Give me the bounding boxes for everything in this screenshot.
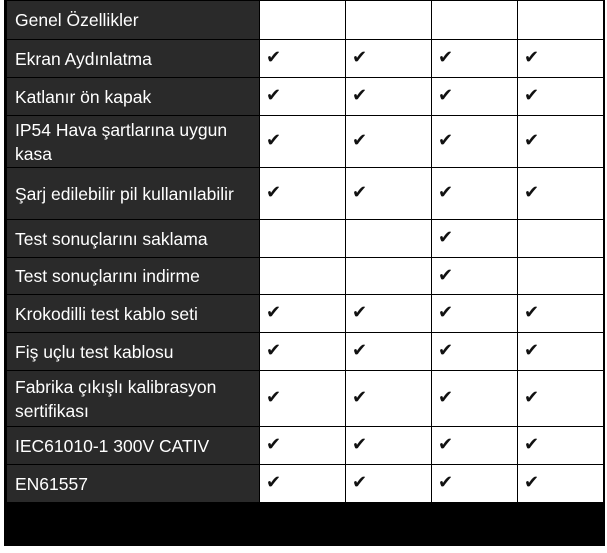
model-2-cell (346, 116, 432, 168)
model-1-cell (260, 427, 346, 465)
checkmark-icon: ✔ (438, 302, 454, 323)
feature-table-frame (4, 0, 605, 546)
checkmark-icon: ✔ (352, 472, 368, 493)
model-1-cell (260, 333, 346, 371)
feature-label: Krokodilli test kablo seti (7, 295, 260, 333)
checkmark-icon: ✔ (352, 47, 368, 68)
model-2-cell (346, 78, 432, 116)
checkmark-icon: ✔ (438, 434, 454, 455)
table-row (7, 116, 604, 168)
checkmark-icon: ✔ (524, 47, 540, 68)
model-4-cell (518, 427, 604, 465)
table-row (7, 220, 604, 258)
checkmark-icon: ✔ (524, 302, 540, 323)
model-1-cell (260, 78, 346, 116)
feature-label: Katlanır ön kapak (7, 78, 260, 116)
model-2-cell (346, 465, 432, 503)
checkmark-icon: ✔ (438, 85, 454, 106)
model-3-cell (432, 295, 518, 333)
checkmark-icon: ✔ (352, 434, 368, 455)
table-row (7, 371, 604, 427)
table-row (7, 40, 604, 78)
model-3-cell (432, 78, 518, 116)
table-row (7, 333, 604, 371)
model-1-cell (260, 295, 346, 333)
model-3-cell (432, 116, 518, 168)
model-4-cell (518, 333, 604, 371)
feature-label: IP54 Hava şartlarına uygun kasa (7, 116, 260, 168)
model-3-cell (432, 371, 518, 427)
checkmark-icon: ✔ (266, 472, 282, 493)
table-row (7, 1, 604, 40)
checkmark-icon: ✔ (266, 302, 282, 323)
table-row (7, 465, 604, 503)
table-row (7, 427, 604, 465)
feature-label: Test sonuçlarını indirme (7, 258, 260, 295)
checkmark-icon: ✔ (438, 130, 454, 151)
model-1-cell (260, 116, 346, 168)
feature-label: EN61557 (7, 465, 260, 503)
checkmark-icon: ✔ (524, 340, 540, 361)
checkmark-icon: ✔ (352, 130, 368, 151)
checkmark-icon: ✔ (438, 387, 454, 408)
checkmark-icon: ✔ (352, 302, 368, 323)
feature-label: Fiş uçlu test kablosu (7, 333, 260, 371)
model-4-cell (518, 78, 604, 116)
model-2-cell (346, 371, 432, 427)
model-3-cell (432, 168, 518, 220)
checkmark-icon: ✔ (524, 130, 540, 151)
model-1-cell (260, 220, 346, 258)
model-2-cell (346, 1, 432, 40)
model-1-cell (260, 371, 346, 427)
model-3-cell (432, 427, 518, 465)
checkmark-icon: ✔ (266, 47, 282, 68)
checkmark-icon: ✔ (266, 130, 282, 151)
model-2-cell (346, 220, 432, 258)
checkmark-icon: ✔ (266, 340, 282, 361)
model-4-cell (518, 116, 604, 168)
model-2-cell (346, 333, 432, 371)
model-3-cell (432, 465, 518, 503)
model-1-cell (260, 465, 346, 503)
model-2-cell (346, 295, 432, 333)
checkmark-icon: ✔ (266, 434, 282, 455)
checkmark-icon: ✔ (266, 387, 282, 408)
model-4-cell (518, 371, 604, 427)
feature-label: Test sonuçlarını saklama (7, 220, 260, 258)
checkmark-icon: ✔ (266, 182, 282, 203)
feature-label: Fabrika çıkışlı kalibrasyon sertifikası (7, 371, 260, 427)
checkmark-icon: ✔ (438, 472, 454, 493)
checkmark-icon: ✔ (524, 182, 540, 203)
checkmark-icon: ✔ (524, 434, 540, 455)
table-row (7, 258, 604, 295)
model-1-cell (260, 258, 346, 295)
model-2-cell (346, 258, 432, 295)
feature-label: Ekran Aydınlatma (7, 40, 260, 78)
model-4-cell (518, 168, 604, 220)
checkmark-icon: ✔ (438, 47, 454, 68)
checkmark-icon: ✔ (438, 227, 454, 248)
checkmark-icon: ✔ (438, 264, 454, 286)
model-4-cell (518, 40, 604, 78)
model-4-cell (518, 220, 604, 258)
model-4-cell (518, 295, 604, 333)
model-4-cell (518, 258, 604, 295)
table-row (7, 295, 604, 333)
table-row (7, 78, 604, 116)
model-3-cell (432, 220, 518, 258)
checkmark-icon: ✔ (266, 85, 282, 106)
checkmark-icon: ✔ (524, 472, 540, 493)
checkmark-icon: ✔ (352, 387, 368, 408)
checkmark-icon: ✔ (352, 182, 368, 203)
feature-label: Genel Özellikler (7, 1, 260, 40)
model-1-cell (260, 168, 346, 220)
model-3-cell (432, 1, 518, 40)
model-1-cell (260, 1, 346, 40)
checkmark-icon: ✔ (438, 340, 454, 361)
feature-label: Şarj edilebilir pil kullanılabilir (7, 168, 260, 220)
model-3-cell (432, 258, 518, 295)
feature-label: IEC61010-1 300V CATIV (7, 427, 260, 465)
table-row (7, 168, 604, 220)
model-3-cell (432, 40, 518, 78)
model-2-cell (346, 168, 432, 220)
model-3-cell (432, 333, 518, 371)
checkmark-icon: ✔ (438, 182, 454, 203)
model-2-cell (346, 427, 432, 465)
model-2-cell (346, 40, 432, 78)
feature-comparison-table (6, 0, 604, 503)
model-4-cell (518, 1, 604, 40)
checkmark-icon: ✔ (352, 340, 368, 361)
model-1-cell (260, 40, 346, 78)
checkmark-icon: ✔ (524, 387, 540, 408)
checkmark-icon: ✔ (352, 85, 368, 106)
checkmark-icon: ✔ (524, 85, 540, 106)
model-4-cell (518, 465, 604, 503)
